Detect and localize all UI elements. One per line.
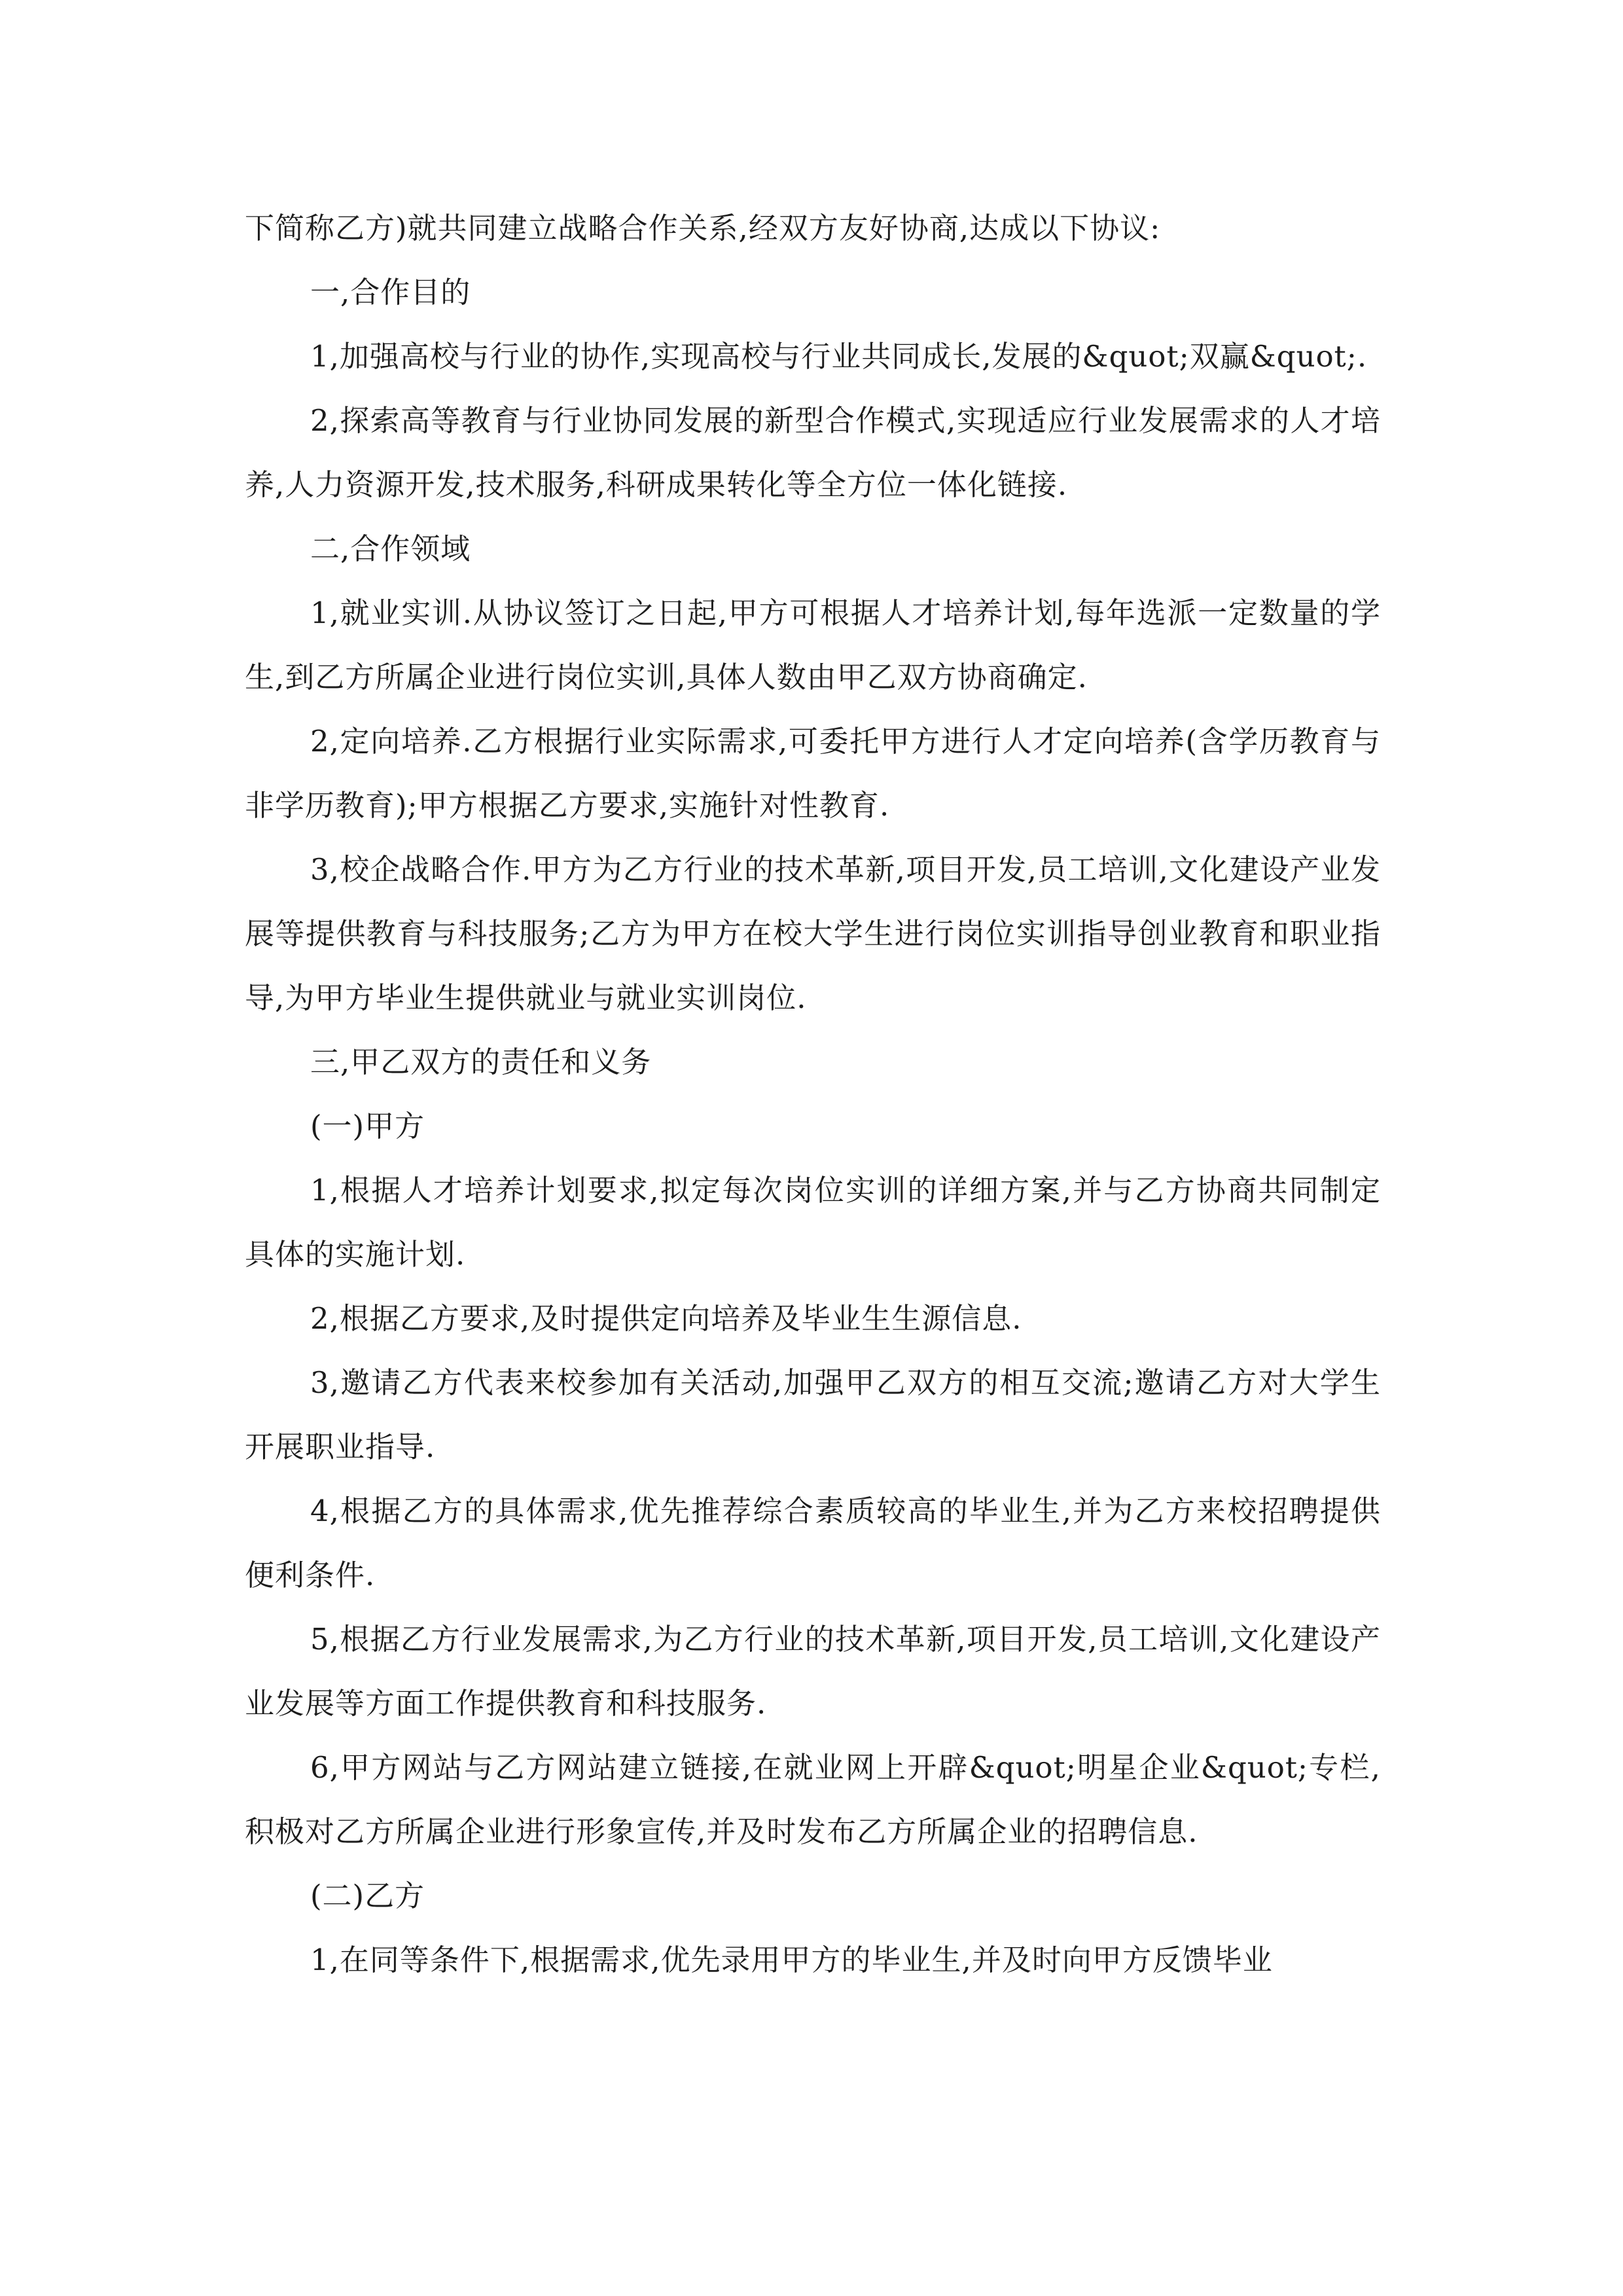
paragraph-purpose-2: 2,探索高等教育与行业协同发展的新型合作模式,实现适应行业发展需求的人才培养,人力资源开发,技术服务,科研成果转化等全方位一体化链接. <box>245 403 1381 502</box>
subsection-heading-party-b: (二)乙方 <box>310 1878 425 1913</box>
paragraph-party-a-1: 1,根据人才培养计划要求,拟定每次岗位实训的详细方案,并与乙方协商共同制定具体的实施计划. <box>245 1173 1381 1272</box>
section-heading-purpose: 一,合作目的 <box>310 275 471 310</box>
paragraph-party-a-6: 6,甲方网站与乙方网站建立链接,在就业网上开辟&quot;明星企业&quot;专栏,积极对乙方所属企业进行形象宣传,并及时发布乙方所属企业的招聘信息. <box>245 1750 1381 1849</box>
paragraph-continuation: 下简称乙方)就共同建立战略合作关系,经双方友好协商,达成以下协议: <box>245 211 1161 245</box>
paragraph-fields-1: 1,就业实训.从协议签订之日起,甲方可根据人才培养计划,每年选派一定数量的学生,到乙方所属企业进行岗位实训,具体人数由甲乙双方协商确定. <box>245 596 1381 694</box>
paragraph-fields-2: 2,定向培养.乙方根据行业实际需求,可委托甲方进行人才定向培养(含学历教育与非学历教育);甲方根据乙方要求,实施针对性教育. <box>245 724 1381 823</box>
paragraph-party-b-1: 1,在同等条件下,根据需求,优先录用甲方的毕业生,并及时向甲方反馈毕业 <box>310 1943 1273 1977</box>
paragraph-party-a-5: 5,根据乙方行业发展需求,为乙方行业的技术革新,项目开发,员工培训,文化建设产业发展等方面工作提供教育和科技服务. <box>245 1622 1381 1721</box>
paragraph-party-a-3: 3,邀请乙方代表来校参加有关活动,加强甲乙双方的相互交流;邀请乙方对大学生开展职业指导. <box>245 1365 1381 1464</box>
paragraph-party-a-4: 4,根据乙方的具体需求,优先推荐综合素质较高的毕业生,并为乙方来校招聘提供便利条件. <box>245 1494 1381 1592</box>
paragraph-fields-3: 3,校企战略合作.甲方为乙方行业的技术革新,项目开发,员工培训,文化建设产业发展等提供教育与科技服务;乙方为甲方在校大学生进行岗位实训指导创业教育和职业指导,为甲方毕业生提供就业与就业实训岗位. <box>245 852 1381 1015</box>
subsection-heading-party-a: (一)甲方 <box>310 1109 425 1143</box>
section-heading-fields: 二,合作领域 <box>310 531 471 566</box>
section-heading-responsibilities: 三,甲乙双方的责任和义务 <box>310 1045 652 1079</box>
document-body <box>245 196 1381 1992</box>
paragraph-purpose-1: 1,加强高校与行业的协作,实现高校与行业共同成长,发展的&quot;双赢&quot;. <box>310 339 1368 374</box>
paragraph-party-a-2: 2,根据乙方要求,及时提供定向培养及毕业生生源信息. <box>310 1301 1022 1336</box>
